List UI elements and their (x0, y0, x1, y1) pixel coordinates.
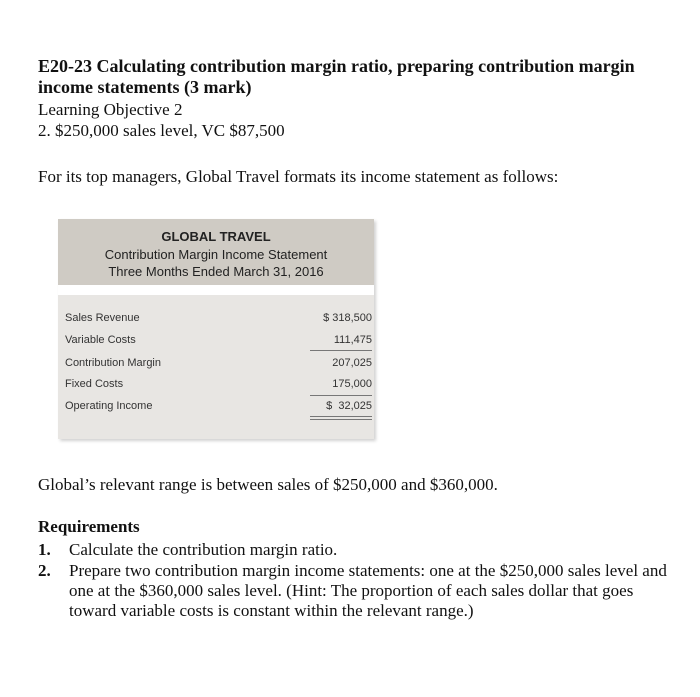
requirement-text: Calculate the contribution margin ratio. (69, 540, 338, 559)
row-label-contribution-margin: Contribution Margin (65, 357, 161, 369)
row-label-fixed-costs: Fixed Costs (65, 378, 124, 390)
statement-period: Three Months Ended March 31, 2016 (108, 264, 324, 279)
requirement-number: 2. (38, 561, 51, 580)
requirements-title: Requirements (38, 517, 140, 536)
requirement-number: 1. (38, 540, 51, 559)
relevant-range-text: Global’s relevant range is between sales of $250,000 and $360,000. (38, 475, 498, 494)
double-rule-bottom (310, 419, 372, 420)
learning-objective: Learning Objective 2 (38, 100, 183, 119)
row-label-operating-income: Operating Income (65, 400, 153, 412)
value-contribution-margin: 207,025 (332, 357, 372, 369)
value-operating-income: $ 32,025 (326, 400, 372, 412)
row-label-sales-revenue: Sales Revenue (65, 312, 140, 324)
given-values: 2. $250,000 sales level, VC $87,500 (38, 121, 285, 140)
statement-subtitle: Contribution Margin Income Statement (104, 247, 328, 262)
income-statement-table (58, 219, 374, 439)
double-rule-top (310, 416, 372, 417)
statement-body (58, 285, 374, 439)
requirement-item (38, 540, 678, 560)
row-label-variable-costs: Variable Costs (65, 334, 136, 346)
subtotal-rule-1 (310, 350, 372, 351)
company-name: GLOBAL TRAVEL (161, 229, 271, 244)
requirements-list (38, 540, 678, 622)
intro-text: For its top managers, Global Travel formats its income statement as follows: (38, 167, 559, 186)
value-variable-costs: 111,475 (333, 334, 372, 346)
value-sales-revenue: $ 318,500 (323, 312, 372, 324)
subtotal-rule-2 (310, 395, 372, 396)
exercise-title: E20-23 Calculating contribution margin ratio, preparing contribution margin income statements (3 mark) (38, 56, 635, 97)
statement-header (58, 219, 374, 285)
requirement-text: Prepare two contribution margin income statements: one at the $250,000 sales level and one at the $360,000 sales level. (Hint: The proportion of each sales dollar that goes toward variable costs is constant within the relevant range.) (69, 561, 667, 620)
value-fixed-costs: 175,000 (332, 378, 372, 390)
requirement-item (38, 561, 678, 621)
